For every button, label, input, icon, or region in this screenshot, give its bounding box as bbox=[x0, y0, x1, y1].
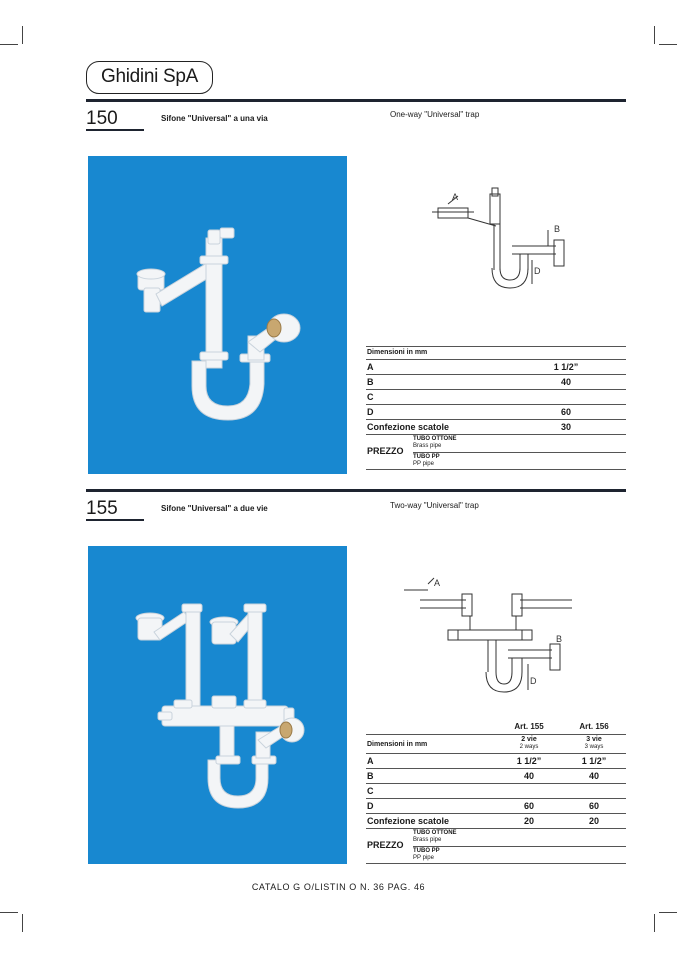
table-row bbox=[366, 360, 626, 375]
row-label: D bbox=[367, 407, 374, 417]
price-block bbox=[366, 829, 626, 864]
crop-mark bbox=[0, 912, 18, 913]
table-row bbox=[366, 814, 626, 829]
brass-pipe-en: Brass pipe bbox=[413, 443, 442, 449]
drawing-label-a: A bbox=[452, 192, 459, 202]
product-photo bbox=[88, 546, 347, 864]
pp-pipe-it: TUBO PP bbox=[413, 848, 440, 854]
article-number-underline bbox=[86, 519, 144, 521]
section-rule bbox=[86, 489, 626, 492]
trap-illustration bbox=[88, 546, 347, 864]
col1-ways-it: 2 vie bbox=[521, 736, 537, 743]
trap-illustration bbox=[88, 156, 347, 474]
crop-mark bbox=[654, 914, 655, 932]
row-value: 1 1/2” bbox=[553, 362, 579, 372]
product-title-it: Sifone "Universal" a due vie bbox=[161, 504, 268, 513]
article-number-underline bbox=[86, 129, 144, 131]
table-row bbox=[366, 405, 626, 420]
crop-mark bbox=[654, 26, 655, 44]
brass-pipe-en: Brass pipe bbox=[413, 837, 442, 843]
crop-mark bbox=[22, 26, 23, 44]
article-number: 155 bbox=[86, 498, 118, 519]
row-label: B bbox=[367, 771, 374, 781]
price-label: PREZZO bbox=[367, 446, 404, 456]
row-value-155: 20 bbox=[523, 816, 534, 826]
pp-pipe-option bbox=[413, 454, 440, 468]
col2-ways-it: 3 vie bbox=[586, 736, 602, 743]
row-value-156: 60 bbox=[588, 801, 599, 811]
technical-drawing bbox=[400, 572, 578, 704]
col-header-155: Art. 155 bbox=[514, 722, 544, 731]
brass-pipe-option bbox=[413, 830, 457, 844]
product-title-en: One-way "Universal" trap bbox=[390, 110, 480, 119]
spec-table bbox=[366, 722, 626, 864]
row-label: Confezione scatole bbox=[367, 422, 450, 432]
row-label: B bbox=[367, 377, 374, 387]
row-value: 40 bbox=[560, 377, 571, 387]
divider bbox=[413, 452, 626, 453]
row-label: D bbox=[367, 801, 374, 811]
row-label: C bbox=[367, 786, 374, 796]
technical-drawing bbox=[428, 184, 578, 302]
spec-table bbox=[366, 346, 626, 470]
product-photo bbox=[88, 156, 347, 474]
row-value: 30 bbox=[560, 422, 571, 432]
crop-mark bbox=[659, 912, 677, 913]
table-row bbox=[366, 784, 626, 799]
drawing-label-b: B bbox=[554, 224, 561, 234]
row-value-155: 40 bbox=[523, 771, 534, 781]
row-value: 60 bbox=[560, 407, 571, 417]
pp-pipe-option bbox=[413, 848, 440, 862]
drawing-label-d: D bbox=[534, 266, 541, 276]
row-value-156: 20 bbox=[588, 816, 599, 826]
crop-mark bbox=[659, 44, 677, 45]
table-row bbox=[366, 769, 626, 784]
article-number: 150 bbox=[86, 108, 118, 129]
table-header bbox=[366, 734, 626, 754]
drawing-label-b: B bbox=[556, 634, 563, 644]
row-label: A bbox=[367, 362, 374, 372]
col2-ways-en: 3 ways bbox=[584, 744, 604, 750]
row-value-155: 1 1/2” bbox=[516, 756, 542, 766]
brass-pipe-option bbox=[413, 436, 457, 450]
product-title-en: Two-way "Universal" trap bbox=[390, 501, 479, 510]
col1-ways-en: 2 ways bbox=[519, 744, 539, 750]
dimensions-header: Dimensioni in mm bbox=[367, 349, 428, 356]
row-value-156: 40 bbox=[588, 771, 599, 781]
table-row bbox=[366, 754, 626, 769]
row-value-155: 60 bbox=[523, 801, 534, 811]
dimensions-header: Dimensioni in mm bbox=[367, 741, 428, 748]
trap-drawing bbox=[428, 184, 578, 302]
row-value-156: 1 1/2” bbox=[581, 756, 607, 766]
row-label: Confezione scatole bbox=[367, 816, 450, 826]
company-logo: Ghidini SpA bbox=[86, 61, 213, 94]
table-row bbox=[366, 375, 626, 390]
price-block bbox=[366, 435, 626, 470]
pp-pipe-en: PP pipe bbox=[413, 855, 434, 861]
col-header-156: Art. 156 bbox=[579, 722, 609, 731]
page-footer: CATALO G O/LISTIN O N. 36 PAG. 46 bbox=[251, 882, 426, 892]
row-label: C bbox=[367, 392, 374, 402]
table-row bbox=[366, 799, 626, 814]
crop-mark bbox=[0, 44, 18, 45]
column-headers bbox=[366, 722, 626, 734]
table-header bbox=[366, 346, 626, 360]
row-label: A bbox=[367, 756, 374, 766]
crop-mark bbox=[22, 914, 23, 932]
section-rule bbox=[86, 99, 626, 102]
brass-pipe-it: TUBO OTTONE bbox=[413, 436, 457, 442]
divider bbox=[413, 846, 626, 847]
brass-pipe-it: TUBO OTTONE bbox=[413, 830, 457, 836]
product-title-it: Sifone "Universal" a una via bbox=[161, 114, 268, 123]
pp-pipe-it: TUBO PP bbox=[413, 454, 440, 460]
table-row bbox=[366, 420, 626, 435]
table-row bbox=[366, 390, 626, 405]
trap-drawing bbox=[400, 572, 578, 704]
pp-pipe-en: PP pipe bbox=[413, 461, 434, 467]
price-label: PREZZO bbox=[367, 840, 404, 850]
drawing-label-a: A bbox=[434, 578, 441, 588]
drawing-label-d: D bbox=[530, 676, 537, 686]
